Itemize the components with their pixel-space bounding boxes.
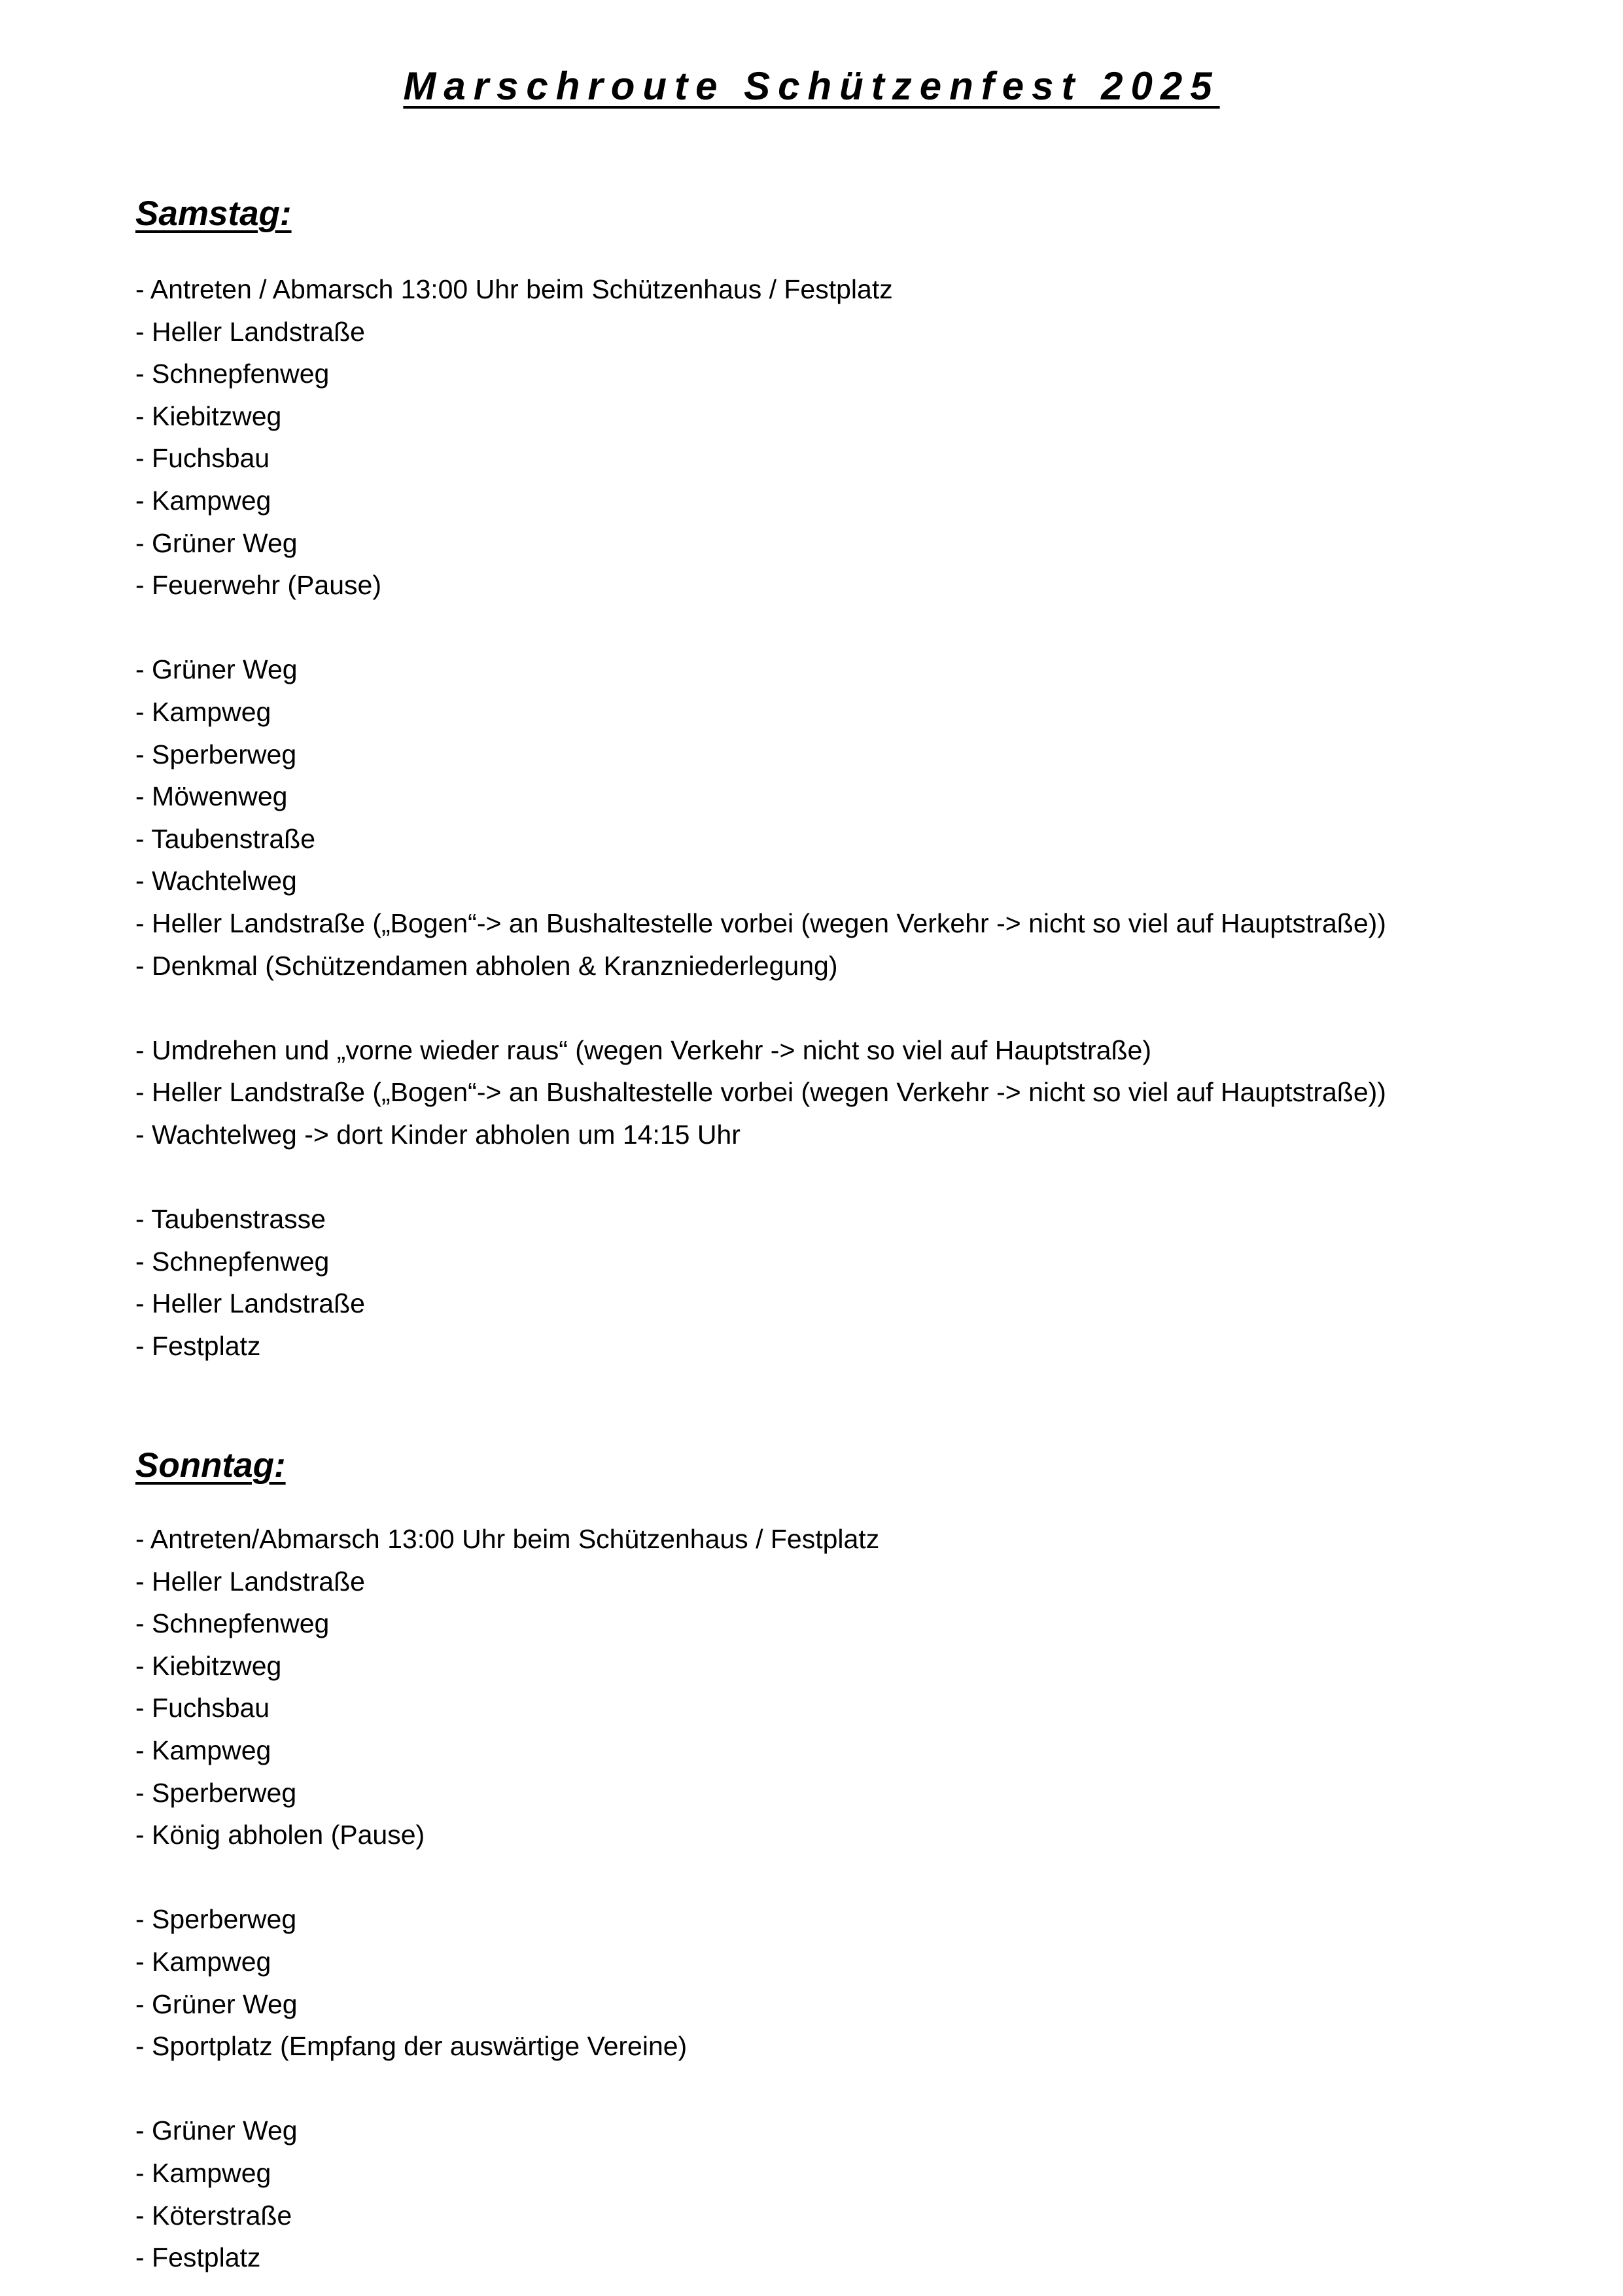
route-list-sonntag [135,1518,879,2279]
route-item: - Taubenstraße [135,823,316,854]
route-item: - Sperberweg [135,1904,297,1935]
route-item: - Sperberweg [135,739,297,769]
route-item: - Grüner Weg [135,527,298,558]
route-item: - Schnepfenweg [135,1608,330,1639]
route-gap [135,2068,879,2110]
route-item: - Taubenstrasse [135,1204,326,1235]
route-item: - Antreten / Abmarsch 13:00 Uhr beim Schützenhaus / Festplatz [135,274,893,304]
route-item: - Kampweg [135,696,271,727]
section-heading-sonntag-text: Sonntag: [135,1446,286,1485]
route-item: - Sperberweg [135,1777,297,1808]
route-item: - Kampweg [135,1946,271,1977]
route-item: - Heller Landstraße [135,1566,365,1597]
route-item: - Kampweg [135,485,271,516]
route-gap [135,987,1386,1029]
route-item: - Festplatz [135,2242,261,2273]
route-item: - Festplatz [135,1330,261,1361]
route-item: - Heller Landstraße („Bogen“-> an Bushaltestelle vorbei (wegen Verkehr -> nicht so viel auf Hauptstraße)) [135,908,1386,938]
route-item: - Fuchsbau [135,443,270,474]
route-item: - Köterstraße [135,2200,292,2231]
route-item: - Wachtelweg [135,866,297,896]
route-item: - Kampweg [135,2157,271,2188]
route-gap [135,1856,879,1899]
section-heading-samstag [135,191,292,237]
route-item: - Denkmal (Schützendamen abholen & Kranzniederlegung) [135,950,838,981]
route-item: - Schnepfenweg [135,359,330,389]
section-heading-sonntag [135,1443,286,1489]
route-item: - Kampweg [135,1735,271,1765]
route-item: - Feuerwehr (Pause) [135,570,381,601]
route-item: - König abholen (Pause) [135,1820,425,1850]
route-item: - Heller Landstraße [135,316,365,347]
route-item: - Antreten/Abmarsch 13:00 Uhr beim Schützenhaus / Festplatz [135,1524,880,1554]
route-gap [135,607,1386,649]
route-item: - Kiebitzweg [135,400,282,431]
route-item: - Fuchsbau [135,1693,270,1723]
route-item: - Heller Landstraße („Bogen“-> an Bushaltestelle vorbei (wegen Verkehr -> nicht so viel auf Hauptstraße)) [135,1077,1386,1108]
route-item: - Grüner Weg [135,2115,298,2146]
route-list-samstag [135,268,1386,1367]
route-item: - Grüner Weg [135,654,298,685]
route-item: - Umdrehen und „vorne wieder raus“ (wegen Verkehr -> nicht so viel auf Hauptstraße) [135,1034,1152,1065]
route-item: - Sportplatz (Empfang der auswärtige Vereine) [135,2031,688,2062]
document-title-text: Marschroute Schützenfest 2025 [403,64,1220,108]
route-item: - Schnepfenweg [135,1246,330,1277]
route-item: - Grüner Weg [135,1988,298,2019]
document-title [0,60,1623,113]
route-item: - Kiebitzweg [135,1650,282,1681]
route-item: - Wachtelweg -> dort Kinder abholen um 14:15 Uhr [135,1119,741,1150]
section-heading-samstag-text: Samstag: [135,194,292,233]
route-item: - Heller Landstraße [135,1288,365,1319]
route-gap [135,1156,1386,1198]
route-item: - Möwenweg [135,781,288,812]
